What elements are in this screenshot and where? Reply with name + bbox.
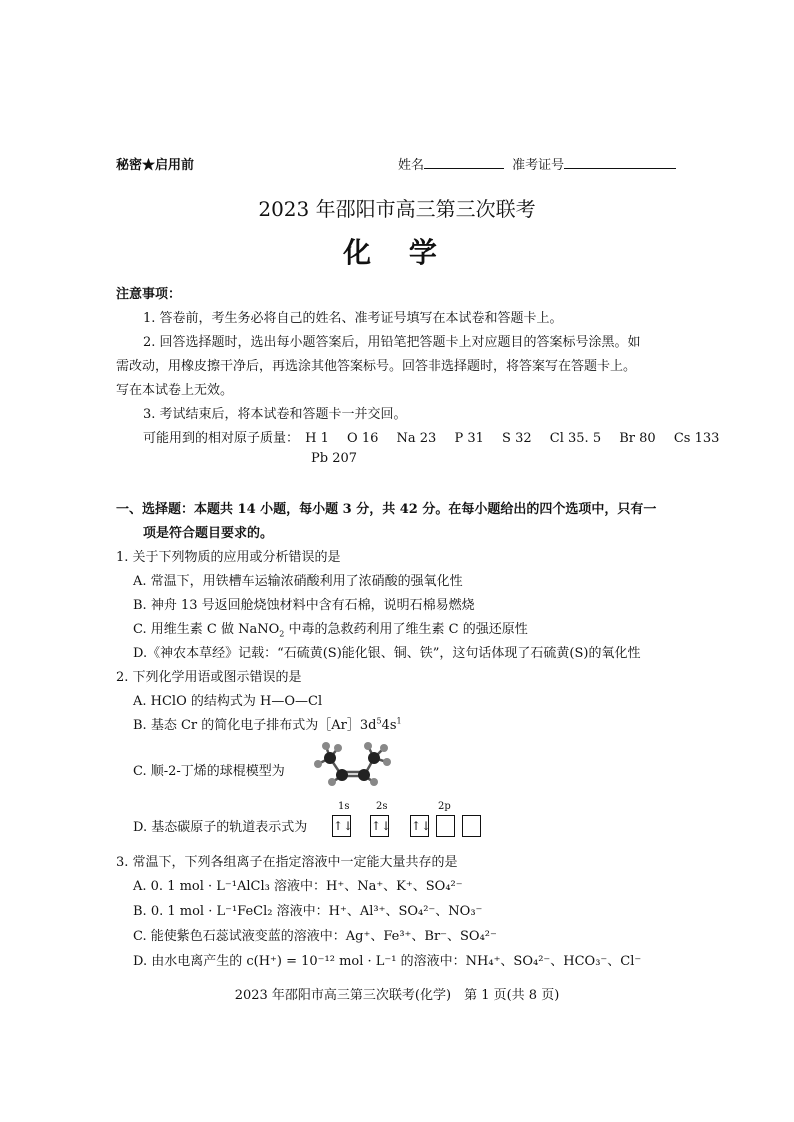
notice-item-2-cont2: 写在本试卷上无效。 [116,383,234,398]
q3-option-c: C. 能使紫色石蕊试液变蓝的溶液中：Ag⁺、Fe³⁺、Br⁻、SO₄²⁻ [133,929,497,944]
mass-br: Br 80 [619,431,656,446]
exam-title: 2023 年邵阳市高三第三次联考 [258,197,536,221]
orbital-box-2s: ↑↓ [370,815,389,837]
section-heading-cont: 项是符合题目要求的。 [143,526,274,541]
name-blank [424,168,504,169]
id-blank [564,168,676,169]
orbital-box-1s: ↑↓ [332,815,351,837]
orbital-label-2s: 2s [376,801,388,812]
orbital-box-2p-1: ↑↓ [410,815,429,837]
q1-option-b: B. 神舟 13 号返回舱烧蚀材料中含有石棉，说明石棉易燃烧 [133,598,475,613]
q2-option-a: A. HClO 的结构式为 H—O—Cl [133,694,323,709]
subject-title: 化 学 [343,236,451,269]
orbital-label-1s: 1s [338,801,350,812]
mass-pb: Pb 207 [311,451,358,466]
orbital-label-2p: 2p [438,801,451,812]
atomic-mass-row [143,427,719,446]
mass-cl: Cl 35. 5 [549,431,602,446]
q2-option-b: B. 基态 Cr 的简化电子排布式为$[Ar]3d^54s^1$ [133,716,402,733]
q3-option-d: D. 由水电离产生的 c(H⁺) = 10⁻¹² mol · L⁻¹ 的溶液中：NH₄⁺、SO₄²⁻、HCO₃⁻、Cl⁻ [133,954,642,969]
mass-h: H 1 [305,431,329,446]
atomic-mass-label: 可能用到的相对原子质量： [143,431,300,446]
mass-cs: Cs 133 [673,431,720,446]
notice-item-1: 1. 答卷前，考生务必将自己的姓名、准考证号填写在本试卷和答题卡上。 [143,311,563,326]
q1-stem: 1. 关于下列物质的应用或分析错误的是 [116,550,341,565]
q1-option-c: C. 用维生素 C 做 NaNO$_2$ 中毒的急救药利用了维生素 C 的强还原性 [133,622,528,639]
q2-option-c: C. 顺-2-丁烯的球棍模型为 [133,764,285,779]
page-footer: 2023 年邵阳市高三第三次联考(化学) 第 1 页(共 8 页) [234,988,560,1003]
mass-s: S 32 [502,431,532,446]
q2-stem: 2. 下列化学用语或图示错误的是 [116,670,302,685]
q2-option-d: D. 基态碳原子的轨道表示式为 [133,820,308,835]
orbital-box-2p-3 [462,815,481,837]
notice-item-3: 3. 考试结束后，将本试卷和答题卡一并交回。 [143,407,407,422]
notice-item-2-cont: 需改动，用橡皮擦干净后，再选涂其他答案标号。回答非选择题时，将答案写在答题卡上。 [116,359,637,374]
q1-option-d: D.《神农本草经》记载：“石硫黄(S)能化银、铜、铁”，这句话体现了石硫黄(S)的氧化性 [133,646,641,661]
q1-option-a: A. 常温下，用铁槽车运输浓硝酸利用了浓硝酸的强氧化性 [133,574,463,589]
notice-item-2: 2. 回答选择题时，选出每小题答案后，用铅笔把答题卡上对应题目的答案标号涂黑。如 [143,335,641,350]
notice-heading: 注意事项： [116,287,182,302]
orbital-box-2p-2 [436,815,455,837]
mass-p: P 31 [454,431,484,446]
cis-2-butene-model [308,738,394,788]
q3-stem: 3. 常温下，下列各组离子在指定溶液中一定能大量共存的是 [116,855,458,870]
q3-option-a: A. 0. 1 mol · L⁻¹AlCl₃ 溶液中：H⁺、Na⁺、K⁺、SO₄²⁻ [133,879,463,894]
mass-o: O 16 [347,431,379,446]
q3-option-b: B. 0. 1 mol · L⁻¹FeCl₂ 溶液中：H⁺、Al³⁺、SO₄²⁻、NO₃⁻ [133,904,483,919]
secret-label: 秘密★启用前 [116,158,195,173]
id-label: 准考证号 [512,158,565,173]
section-heading: 一、选择题：本题共 14 小题，每小题 3 分，共 42 分。在每小题给出的四个选项中，只有一 [116,502,657,517]
name-label: 姓名 [398,158,425,173]
mass-na: Na 23 [396,431,437,446]
name-field-row [398,154,676,173]
